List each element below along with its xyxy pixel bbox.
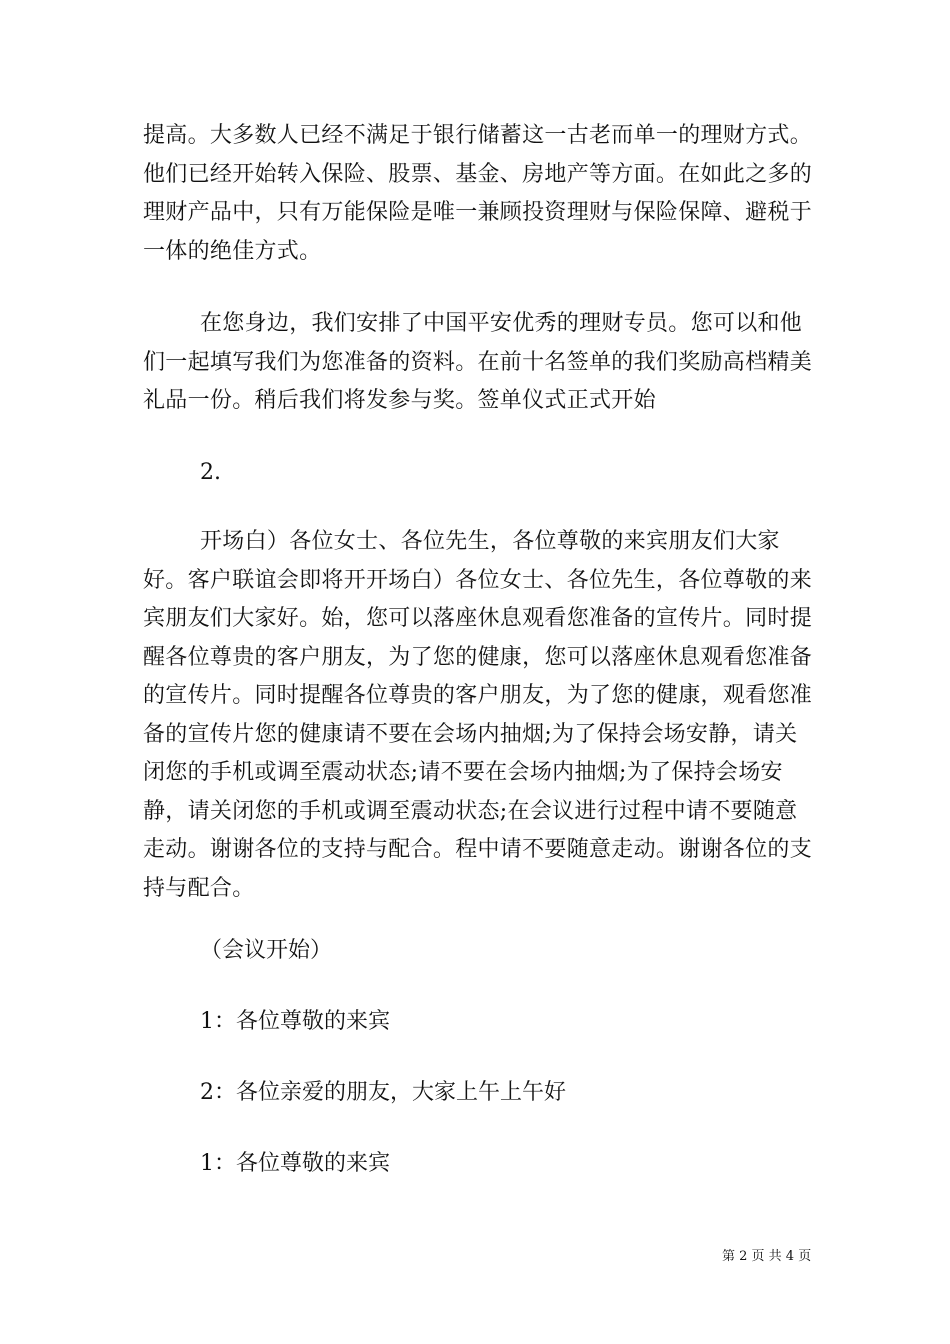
- section-number: 2.: [200, 460, 221, 485]
- dialogue-line-2: 2：各位亲爱的朋友，大家上午上午好: [200, 1080, 566, 1105]
- meeting-start-heading: （会议开始）: [200, 938, 333, 963]
- paragraph-wealth-management: 提高。大多数人已经不满足于银行储蓄这一古老而单一的理财方式。他们已经开始转入保险、股票、基金、房地产等方面。在如此之多的理财产品中，只有万能保险是唯一兼顾投资理财与保险保障、避税于一体的绝佳方式。: [143, 123, 813, 264]
- paragraph-opening-remarks: 开场白）各位女士、各位先生，各位尊敬的来宾朋友们大家好。客户联谊会即将开开场白）各位女士、各位先生，各位尊敬的来宾朋友们大家好。始，您可以落座休息观看您准备的宣传片。同时提醒各位尊贵的客户朋友，为了您的健康，您可以落座休息观看您准备的宣传片。同时提醒各位尊贵的客户朋友，为了您的健康，观看您准备的宣传片您的健康请不要在会场内抽烟;为了保持会场安静，请关闭您的手机或调至震动状态;请不要在会场内抽烟;为了保持会场安静，请关闭您的手机或调至震动状态;在会议进行过程中请不要随意走动。谢谢各位的支持与配合。程中请不要随意走动。谢谢各位的支持与配合。: [143, 529, 813, 901]
- paragraph-financial-specialist: 在您身边，我们安排了中国平安优秀的理财专员。您可以和他们一起填写我们为您准备的资料。在前十名签单的我们奖励高档精美礼品一份。稍后我们将发参与奖。签单仪式正式开始: [143, 311, 813, 413]
- page-number-footer: 第 2 页 共 4 页: [722, 1249, 812, 1264]
- dialogue-line-1: 1：各位尊敬的来宾: [200, 1009, 390, 1034]
- dialogue-line-3: 1：各位尊敬的来宾: [200, 1151, 390, 1176]
